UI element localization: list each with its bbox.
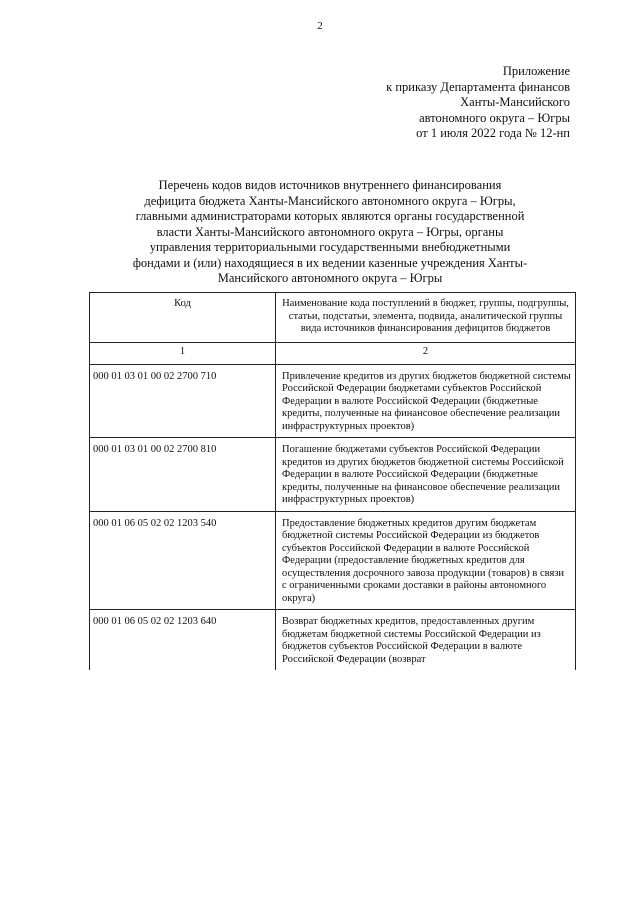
row-code: 000 01 03 01 00 02 2700 810 bbox=[90, 438, 276, 512]
column-number-2: 2 bbox=[276, 342, 576, 364]
table-header-row bbox=[90, 293, 576, 343]
codes-table bbox=[89, 292, 576, 670]
title-line: управления территориальными государственными внебюджетными bbox=[149, 240, 511, 254]
title-line: власти Ханты-Мансийского автономного округа – Югры, органы bbox=[156, 224, 504, 239]
header-name: Наименование кода поступлений в бюджет, группы, подгруппы, статьи, подстатьи, элемента, подвида, аналитической группы вида источников финансирования дефицитов бюджетов bbox=[276, 293, 576, 343]
document-title bbox=[90, 178, 570, 287]
row-name: Привлечение кредитов из других бюджетов бюджетной системы Российской Федерации бюджетами субъектов Российской Федерации в валюте Российской Федерации (бюджетные кредиты, полученные на финансовое обеспечение реализации инфраструктурных проектов) bbox=[276, 364, 576, 438]
row-name: Погашение бюджетами субъектов Российской Федерации кредитов из других бюджетов бюджетной системы Российской Федерации в валюте Российской Федерации (бюджетные кредиты, полученные на финансовое обеспечение реализации инфраструктурных проектов) bbox=[276, 438, 576, 512]
title-line: Перечень кодов видов источников внутреннего финансирования bbox=[158, 178, 502, 192]
table-row bbox=[90, 511, 576, 610]
header-code: Код bbox=[90, 293, 276, 343]
row-name: Предоставление бюджетных кредитов другим бюджетам бюджетной системы Российской Федерации из бюджетов субъектов Российской Федерации в валюте Российской Федерации (предоставление бюджетных кредитов для осуществления досрочного завоза продукции (товаров) в связи с ограниченными сроками доставки в районы автономного округа) bbox=[276, 511, 576, 610]
appendix-block bbox=[386, 64, 570, 142]
table-row bbox=[90, 438, 576, 512]
title-line: Мансийского автономного округа – Югры bbox=[217, 271, 443, 285]
row-code: 000 01 06 05 02 02 1203 640 bbox=[90, 610, 276, 671]
page-number: 2 bbox=[317, 20, 323, 32]
column-number-1: 1 bbox=[90, 342, 276, 364]
column-numbers-row bbox=[90, 342, 576, 364]
row-code: 000 01 03 01 00 02 2700 710 bbox=[90, 364, 276, 438]
appendix-line: автономного округа – Югры bbox=[419, 110, 570, 125]
row-name: Возврат бюджетных кредитов, предоставленных другим бюджетам бюджетной системы Российской Федерации из бюджетов субъектов Российской Федерации в валюте Российской Федерации (возврат bbox=[276, 610, 576, 671]
appendix-line: Ханты-Мансийского bbox=[460, 95, 570, 109]
appendix-line: к приказу Департамента финансов bbox=[386, 79, 570, 94]
row-code: 000 01 06 05 02 02 1203 540 bbox=[90, 511, 276, 610]
title-line: фондами и (или) находящиеся в их ведении казенные учреждения Ханты- bbox=[132, 255, 528, 270]
title-line: главными администраторами которых являются органы государственной bbox=[135, 209, 525, 223]
appendix-line: Приложение bbox=[502, 64, 570, 78]
table-row bbox=[90, 364, 576, 438]
table-row bbox=[90, 610, 576, 671]
title-line: дефицита бюджета Ханты-Мансийского автономного округа – Югры, bbox=[144, 193, 516, 208]
appendix-line: от 1 июля 2022 года № 12-нп bbox=[416, 126, 570, 140]
